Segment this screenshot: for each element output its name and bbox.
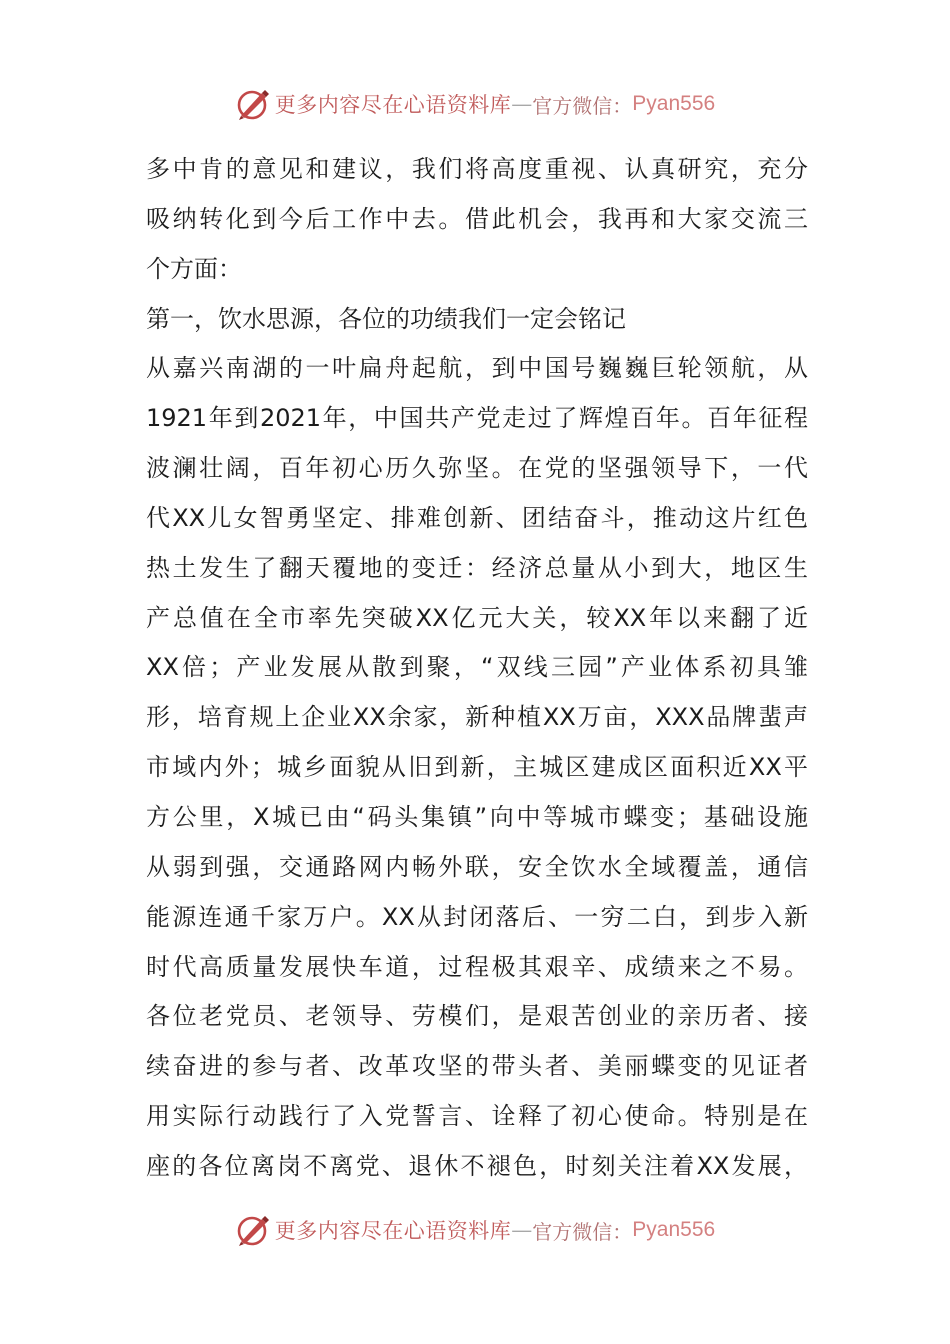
watermark-separator: —	[511, 1218, 533, 1242]
text-line: 方公里，X城已由“码头集镇”向中等城市蝶变；基础设施	[146, 802, 808, 831]
text-line: 各位老党员、老领导、劳模们，是艰苦创业的亲历者、接	[146, 1002, 808, 1031]
text-line: 市域内外；城乡面貌从旧到新，主城区建成区面积近XX平	[146, 753, 808, 782]
text-line: 续奋进的参与者、改革攻坚的带头者、美丽蝶变的见证者	[146, 1052, 808, 1081]
text-line: 形，培育规上企业XX余家，新种植XX万亩，XXX品牌蜚声	[146, 703, 808, 732]
text-line: XX倍；产业发展从散到聚，“双线三园”产业体系初具雏	[146, 653, 808, 682]
pen-logo-icon	[235, 86, 271, 122]
text-line: 产总值在全市率先突破XX亿元大关，较XX年以来翻了近	[146, 603, 808, 632]
watermark-label: 官方微信：	[532, 1219, 633, 1244]
text-line: 用实际行动践行了入党誓言、诠释了初心使命。特别是在	[146, 1102, 808, 1131]
section-heading: 第一，饮水思源，各位的功绩我们一定会铭记	[146, 304, 626, 333]
footer-watermark	[0, 1208, 950, 1252]
watermark-title: 更多内容尽在心语资料库	[274, 1219, 512, 1243]
text-line: 热土发生了翻天覆地的变迁：经济总量从小到大，地区生	[146, 553, 808, 582]
pen-logo-icon	[235, 1212, 271, 1248]
text-line: 座的各位离岗不离党、退休不褪色，时刻关注着XX发展，	[146, 1151, 808, 1180]
text-line: 从弱到强，交通路网内畅外联，安全饮水全域覆盖，通信	[146, 852, 808, 881]
text-line: 多中肯的意见和建议，我们将高度重视、认真研究，充分	[146, 155, 808, 183]
text-line: 吸纳转化到今后工作中去。借此机会，我再和大家交流三	[146, 204, 808, 233]
watermark-label: 官方微信：	[532, 93, 633, 118]
watermark-separator: —	[511, 92, 533, 116]
header-watermark	[0, 82, 950, 126]
text-line: 时代高质量发展快车道，过程极其艰辛、成绩来之不易。	[146, 952, 808, 981]
text-line: 代XX儿女智勇坚定、排难创新、团结奋斗，推动这片红色	[146, 503, 808, 532]
text-line: 1921年到2021年，中国共产党走过了辉煌百年。百年征程	[146, 404, 808, 433]
watermark-wechat-id: Pyan556	[632, 92, 716, 115]
watermark-title: 更多内容尽在心语资料库	[274, 93, 512, 117]
watermark-wechat-id: Pyan556	[632, 1218, 716, 1241]
body-text	[146, 145, 808, 1192]
text-line: 个方面：	[146, 254, 242, 283]
text-line: 能源连通千家万户。XX从封闭落后、一穷二白，到步入新	[146, 902, 808, 931]
text-line: 从嘉兴南湖的一叶扁舟起航，到中国号巍巍巨轮领航，从	[146, 354, 808, 383]
text-line: 波澜壮阔，百年初心历久弥坚。在党的坚强领导下，一代	[146, 454, 808, 483]
